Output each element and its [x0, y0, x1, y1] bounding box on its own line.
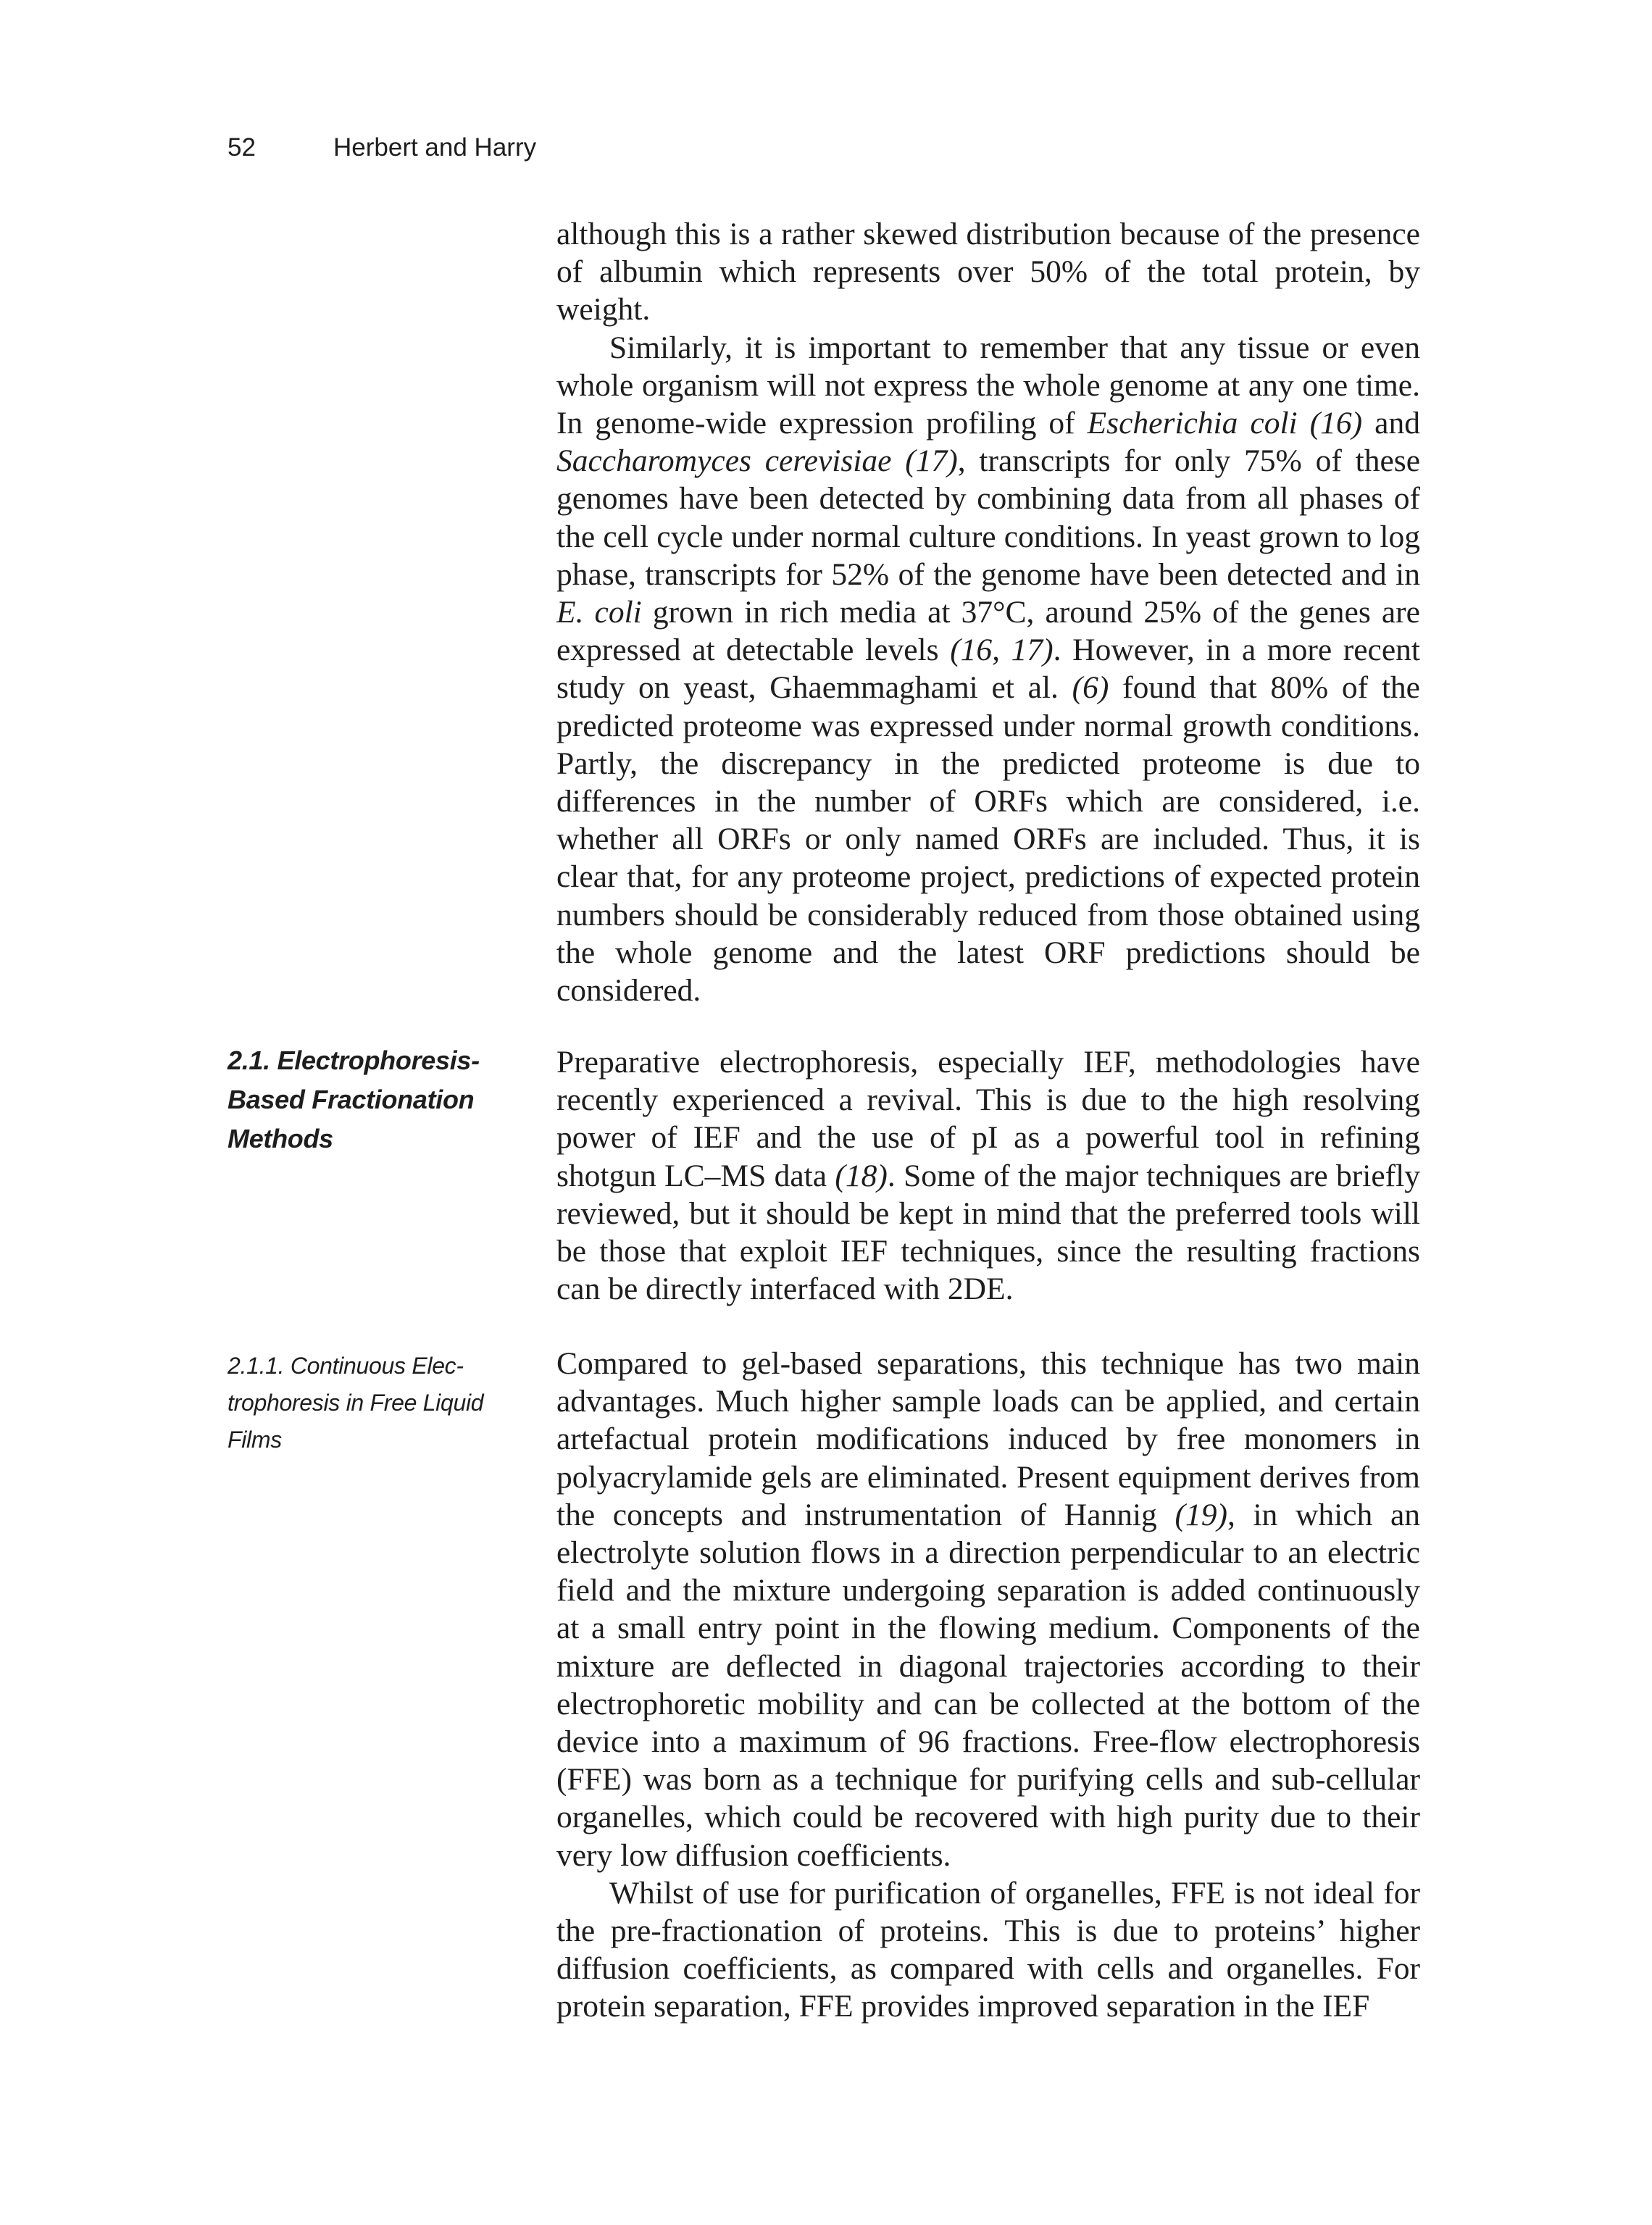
intro-paragraph-2: Similarly, it is important to remember that any tissue or even whole organism will not express the whole genome at any one time. In genome-wide expression profiling of Escherichia coli (16) and Saccharomyces cerevisiae (17), transcripts for only 75% of these genomes have been detected by combining data from all phases of the cell cycle under normal culture conditions. In yeast grown to log phase, transcripts for 52% of the genome have been detected and in E. coli grown in rich media at 37°C, around 25% of the genes are expressed at detectable levels (16, 17). However, in a more recent study on yeast, Ghaemmaghami et al. (6) found that 80% of the predicted proteome was expressed under normal growth conditions. Partly, the discrepancy in the predicted proteome is due to differences in the number of ORFs which are considered, i.e. whether all ORFs or only named ORFs are included. Thus, it is clear that, for any proteome project, predictions of expected protein numbers should be considerably reduced from those obtained using the whole genome and the latest ORF predictions should be considered. — [556, 330, 1421, 1009]
section-2-1-paragraph: Preparative electrophoresis, especially IEF, methodologies have recently experienced a revival. This is due to the high resolving power of IEF and the use of pI as a powerful tool in refining shotgun LC–MS data (18). Some of the major techniques are briefly reviewed, but it should be kept in mind that the preferred tools will be those that exploit IEF techniques, since the resulting fractions can be directly interfaced with 2DE. — [556, 1045, 1420, 1307]
section-2-1-1-paragraph-1: Compared to gel-based separations, this technique has two main advantages. Much higher sample loads can be applied, and certain artefactual protein modifications induced by free monomers in polyacrylamide gels are eliminated. Present equipment derives from the concepts and instrumentation of Hannig (19), in which an electrolyte solution flows in a direction perpendicular to an electric field and the mixture undergoing separation is added continuously at a small entry point in the flowing medium. Components of the mixture are deflected in diagonal trajectories according to their electrophoretic mobility and can be collected at the bottom of the device into a maximum of 96 fractions. Free-flow electrophoresis (FFE) was born as a technique for purifying cells and sub-cellular organelles, which could be recovered with high purity due to their very low diffusion coefficients. — [556, 1346, 1420, 1873]
intro-paragraph-1: although this is a rather skewed distribution because of the presence of albumin which represents over 50% of the total protein, by weight. — [556, 217, 1420, 327]
section-heading-2-1: 2.1. Electrophoresis- Based Fractionation Methods — [228, 1045, 480, 1153]
page-number: 52 — [228, 133, 256, 162]
running-head — [228, 132, 536, 164]
running-title: Herbert and Harry — [333, 133, 537, 162]
intro-text — [556, 215, 1420, 1009]
section-heading-2-1-1: 2.1.1. Continuous Elec- trophoresis in Free Liquid Films — [228, 1353, 484, 1453]
section-2-1-1-text — [556, 1345, 1420, 2026]
section-2-1-1-paragraph-2: Whilst of use for purification of organelles, FFE is not ideal for the pre-fractionation of proteins. This is due to proteins’ higher diffusion coefficients, as compared with cells and organelles. For protein separation, FFE provides improved separation in the IEF — [556, 1875, 1420, 2024]
section-2-1-text — [556, 1043, 1420, 1308]
